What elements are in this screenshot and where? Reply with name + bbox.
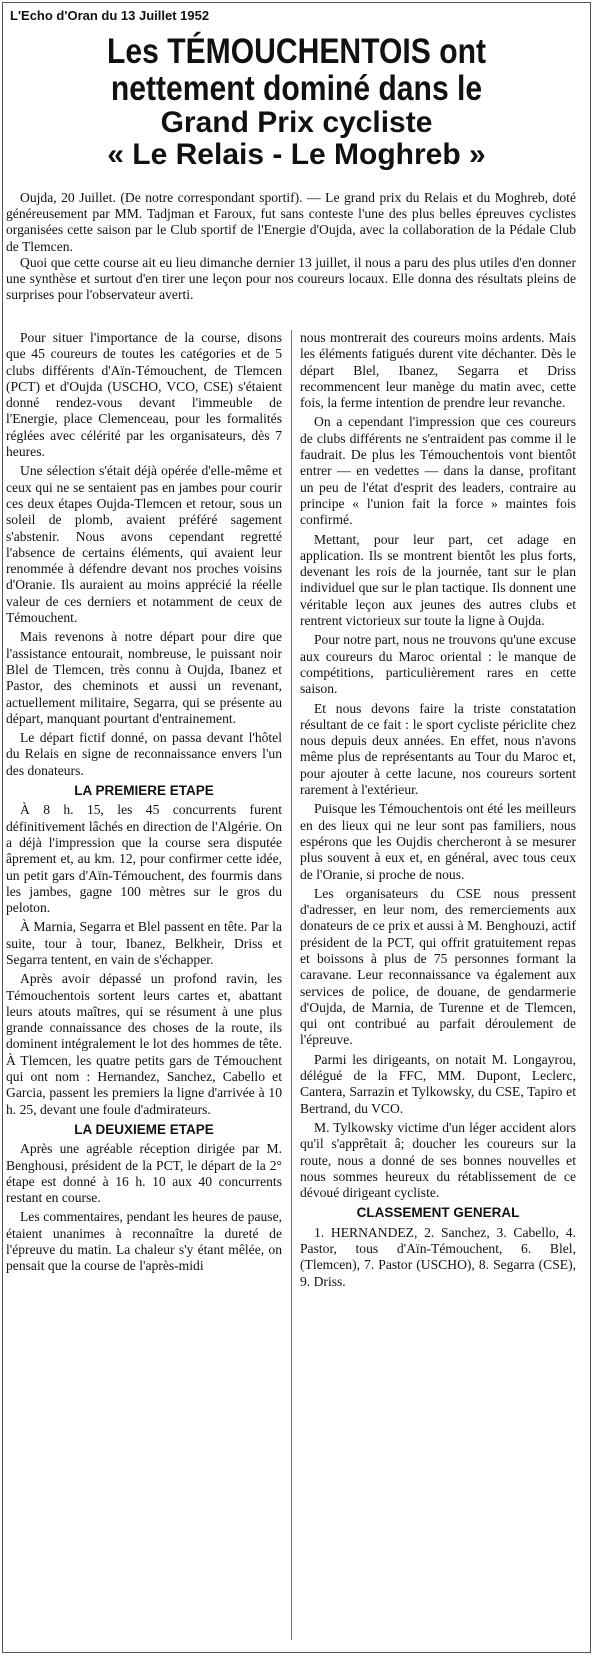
headline-line-2: nettement dominé dans le (110, 69, 483, 108)
headline-line-3: Grand Prix cycliste (160, 106, 433, 139)
paragraph: Pour notre part, nous ne trouvons qu'une excuse aux coureurs du Maroc oriental : le manque de compétitions, particulièrement rares en cette saison. (300, 632, 576, 697)
paragraph: Les commentaires, pendant les heures de pause, étaient unanimes à reconnaître la dureté de l'épreuve du matin. La chaleur s'y étant mêlée, on pensait que la course de l'après-midi (6, 1209, 282, 1274)
article-columns (6, 330, 576, 1640)
paragraph: Parmi les dirigeants, on notait M. Longayrou, délégué de la FFC, MM. Dupont, Leclerc, Cantera, Sarrazin et Tylkowsky, du CSE, Tapiro et Bertrand, du VCO. (300, 1051, 576, 1116)
section-heading-premiere-etape: LA PREMIERE ETAPE (74, 783, 214, 799)
paragraph: Et nous devons faire la triste constatation résultant de ce fait : le sport cycliste périclite chez nous depuis deux années. En effet, nous n'avons même plus de représentants au Tour du Maroc et, pour ajouter à cette lacune, nos coureurs sortent rarement à l'extérieur. (300, 700, 576, 798)
paragraph: Mais revenons à notre départ pour dire que l'assistance entourait, nombreuse, le puissant noir Blel de Tlemcen, très connu à Oujda, Ibanez et Pastor, des cheminots et aussi un revenant, actuellement militaire, Segarra, qui se présente au départ, manquant pourtant d'entrainement. (6, 629, 282, 726)
left-column (6, 330, 282, 1640)
headline-line-4: « Le Relais - Le Moghreb » (107, 138, 486, 171)
paragraph: nous montrerait des coureurs moins ardents. Mais les éléments fatigués durent vite déchanter. Dès le départ Blel, Ibanez, Segarra et Driss recommencent leur manège du matin avec, cette fois, la ferme intention de prendre leur revanche. (300, 330, 576, 411)
source-line: L'Echo d'Oran du 13 Juillet 1952 (10, 8, 210, 23)
paragraph: Les organisateurs du CSE nous pressent d'adresser, en leur nom, des remerciements aux donateurs de ce prix et aussi à M. Benghouzi, actif président de la PCT, qui offrit gratuitement repas et boissons à plus de 75 personnes formant la caravane. Leur reconnaissance va également aux services de police, de douane, de gendarmerie d'Oujda, de Marnia, de Turenne et de Tlemcen, qui ont contribué au parfait déroulement de l'épreuve. (300, 885, 576, 1048)
right-column (300, 330, 576, 1640)
lead-paragraph: Quoi que cette course ait eu lieu dimanche dernier 13 juillet, il nous a paru des plus utiles d'en donner une synthèse et surtout d'en tirer une leçon pour nos coureurs locaux. Elle donna des résultats pleins de surprises pour l'observateur averti. (6, 254, 576, 303)
paragraph: Mettant, pour leur part, cet adage en application. Ils se montrent bientôt les plus forts, devenant les rois de la journée, tant sur le plan individuel que sur le plan tactique. Ils donnent une véritable leçon aux jeunes des autres clubs et rentrent victorieux sur toute la ligne à Oujda. (300, 531, 576, 629)
paragraph: Le départ fictif donné, on passa devant l'hôtel du Relais en signe de reconnaissance envers l'un des donateurs. (6, 730, 282, 778)
paragraph: Puisque les Témouchentois ont été les meilleurs en des lieux qui ne leur sont pas familiers, nous espérons que les Oujdis chercheront à se mesurer plus souvent à eux et, en général, avec tous ceux de l'Oranie, si proche de nous. (300, 801, 576, 882)
paragraph: Après avoir dépassé un profond ravin, les Témouchentois sortent leurs cartes et, abattant leurs atouts maîtres, qui se résument à une plus grande connaissance des choses de la route, ils dominent intégralement le lot des hommes de tête. À Tlemcen, les quatre petits gars de Témouchent qui ont nom : Hernandez, Sanchez, Cabello et Garcia, passent les premiers la ligne d'arrivée à 10 h. 25, devant une foule d'admirateurs. (6, 971, 282, 1117)
paragraph: Après une agréable réception dirigée par M. Benghousi, président de la PCT, le départ de la 2° étape est donné à 16 h. 10 aux 40 concurrents restant en course. (6, 1141, 282, 1206)
paragraph: Pour situer l'importance de la course, disons que 45 coureurs de toutes les catégories et de 5 clubs différents d'Aïn-Témouchent, de Tlemcen (PCT) et d'Oujda (USCHO, VCO, CSE) s'étaient donné rendez-vous devant l'immeuble de l'Energie, place Clemenceau, pour les formalités réglées avec célérité par les organisateurs, dès 7 heures. (6, 330, 282, 460)
paragraph: Une sélection s'était déjà opérée d'elle-même et ceux qui ne se sentaient pas en jambes pour courir ces deux étapes Oujda-Tlemcen et retour, sous un soleil de plomb, avaient préféré sagement s'abstenir. Nous avons cependant regretté l'absence de certains éléments, qui avaient leur renommée à défendre devant nos proches voisins d'Oranie. Ils auraient au moins apprécié la réelle valeur de ces derniers et notamment de ceux de Témouchent. (6, 463, 282, 626)
paragraph: M. Tylkowsky victime d'un léger accident alors qu'il s'apprêtait â; doucher les coureurs sur la route, nous a donné de ses bonnes nouvelles et nous sommes heureux du rétablissement de ce dévoué dirigeant cycliste. (300, 1119, 576, 1201)
lead-paragraph: Oujda, 20 Juillet. (De notre correspondant sportif). — Le grand prix du Relais et du Moghreb, doté généreusement par MM. Tadjman et Faroux, fut sans conteste l'une des plus belles épreuves cyclistes organisées cette saison par le Club sportif de l'Energie d'Oujda, avec la collaboration de la Pédale Club de Tlemcen. (6, 190, 576, 254)
column-divider (291, 330, 292, 1640)
section-heading-classement: CLASSEMENT GENERAL (356, 1205, 520, 1221)
section-heading-deuxieme-etape: LA DEUXIEME ETAPE (74, 1121, 214, 1137)
paragraph: À 8 h. 15, les 45 concurrents furent définitivement lâchés en direction de l'Algérie. On a déjà l'impression que la course sera disputée âprement et, au km. 12, pour confirmer cette idée, un petit gars d'Aïn-Témouchent, des fourmis dans les jambes, gagne 100 mètres sur le gros du peloton. (6, 802, 282, 916)
headline (4, 32, 589, 170)
headline-line-1: Les TÉMOUCHENTOIS ont (106, 32, 487, 71)
paragraph: À Marnia, Segarra et Blel passent en tête. Par la suite, tour à tour, Ibanez, Belkheir, Driss et Segarra tentent, en vain de s'échapper. (6, 919, 282, 967)
lead-paragraphs (6, 190, 576, 303)
classement-text: 1. HERNANDEZ, 2. Sanchez, 3. Cabello, 4. Pastor, tous d'Aïn-Témouchent, 6. Blel, (Tlemcen), 7. Pastor (USCHO), 8. Segarra (CSE), 9. Driss. (300, 1224, 576, 1289)
paragraph: On a cependant l'impression que ces coureurs de clubs différents ne s'entraident pas comme il le faudrait. De plus les Témouchentois vont bientôt entrer — en vedettes — dans la danse, profitant un peu de l'état d'esprit des leaders, contraire au principe « l'union fait la force » maintes fois confirmé. (300, 414, 576, 528)
